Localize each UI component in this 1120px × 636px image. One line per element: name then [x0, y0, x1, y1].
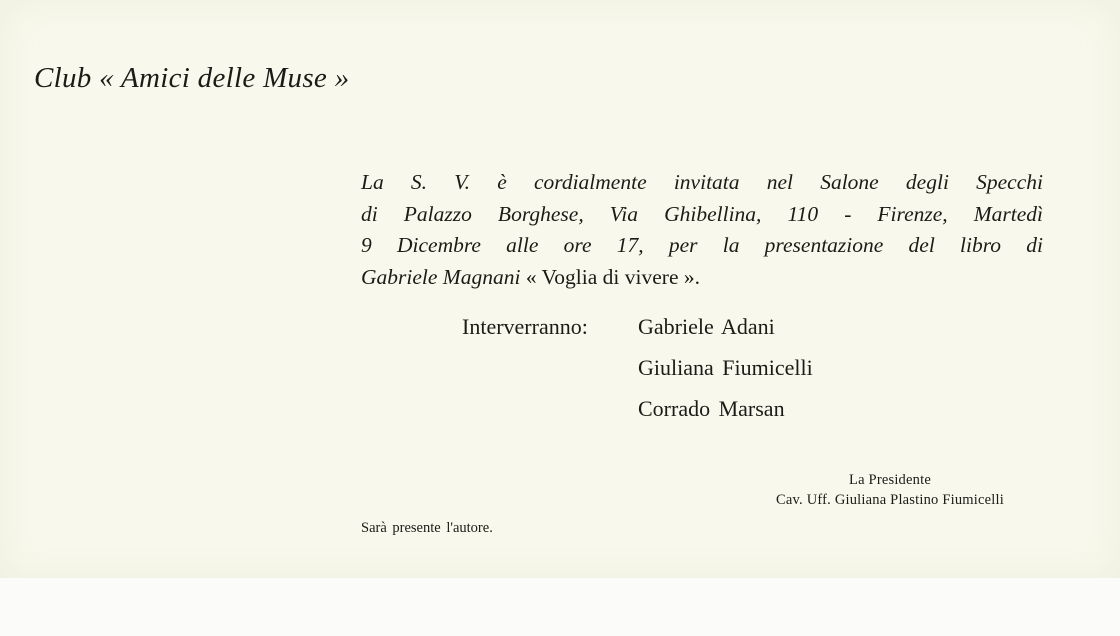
speaker-list [638, 306, 813, 429]
speaker-name: Corrado Marsan [638, 396, 785, 421]
invitation-line-1: La S. V. è cordialmente invitata nel Salone degli Specchi [361, 170, 1043, 194]
club-title: Club « Amici delle Muse » [34, 62, 350, 94]
speakers-label: Interverranno: [462, 314, 588, 339]
invitation-line-2: di Palazzo Borghese, Via Ghibellina, 110 - Firenze, Martedì [361, 201, 1043, 226]
signature-role: La Presidente [849, 472, 931, 488]
invitation-line-4 [361, 262, 1043, 294]
invitation-line-3: 9 Dicembre alle ore 17, per la presentazione del libro di [361, 233, 1043, 257]
book-title: « Voglia di vivere ». [525, 264, 700, 289]
signature-name: Cav. Uff. Giuliana Plastino Fiumicelli [776, 492, 1004, 508]
signature-block [720, 470, 1060, 510]
speaker-name: Gabriele Adani [638, 314, 775, 339]
speaker-name: Giuliana Fiumicelli [638, 355, 813, 380]
invitation-text [361, 167, 1043, 293]
author-name: Gabriele Magnani [361, 264, 521, 289]
author-presence-note: Sarà presente l'autore. [361, 520, 493, 536]
